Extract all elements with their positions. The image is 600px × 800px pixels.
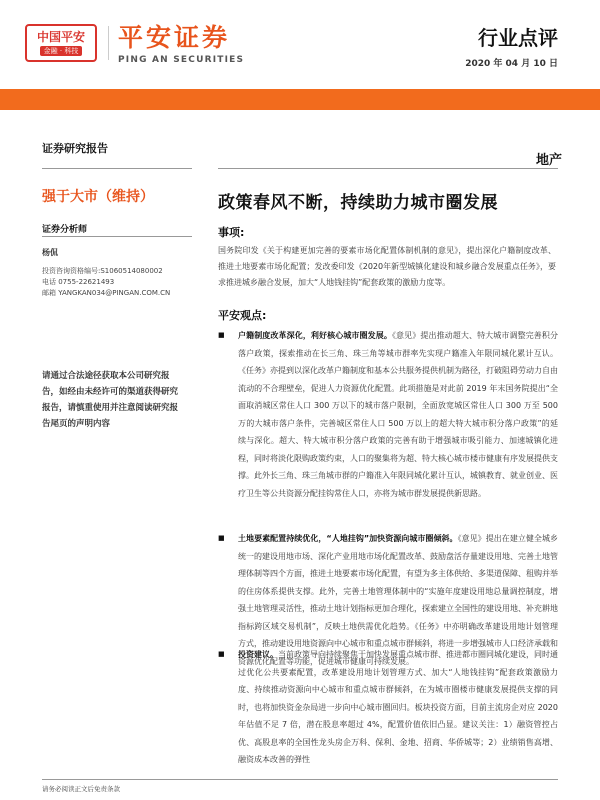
view-text: 《意见》提出推动超大、特大城市调整完善积分落户政策，探索推动在长三角、珠三角等城市群率先实现户籍准入年限同城化累计互认。《任务》亦提到以深化改革户籍制度和基本公共服务提供机制为路径，打破阻碍劳动力自由流动的不合理壁垒，促进人力资源优化配置。此项措施是对此前 2019 年末国务院提出“全面取消城区常住人口 300 万以下的城市落户限制，全面放宽城区常住人口 300 万至 500 万的大城市落户条件，完善城区常住人口 500 万以上的超大特大城市积分落户政策”的延续与深化。超大、特大城市积分落户政策的完善有助于增强城市吸引能力、加速城镇化进程，同时将淡化限购政策约束，人口的聚集将为超、特大核心城市楼市健康有序发展提供支撑。此外长三角、珠三角城市群的户籍准入年限同城化累计互认，城镇教育、就业创业、医疗卫生等公共资源分配挂钩常住人口，亦将为城市群发展提供新思路。 xyxy=(238,331,559,498)
logo-ci-sub: 金融 · 科技 xyxy=(40,46,83,56)
report-type: 行业点评 xyxy=(478,26,558,50)
events-title: 事项: xyxy=(218,226,245,239)
view-text: 《意见》提出在建立健全城乡统一的建设用地市场、深化产业用地市场化配置改革、鼓励盘活存量建设用地、完善土地管理体制等四个方面，推进土地要素市场化配置，有望为多主体供给、多渠道保障、租购并举的住房体系提供支撑。此外，完善土地管理体制中的“实施年度建设用地总量调控制度，增强土地管理灵活性，推动土地计划指标更加合理化，探索建立全国性的建设用地、补充耕地指标跨区域交易机制”，反映土地供需优化趋势。《任务》中亦明确改革建设用地计划管理方式，推动建设用地资源向中心城市和重点城市群倾斜，将进一步增强城市人口经济承载和资源优化配置等功能，促进城市健康可持续发展。 xyxy=(238,534,559,666)
analyst-email: 邮箱 YANGKAN034@PINGAN.COM.CN xyxy=(42,289,171,297)
ping-an-group-logo xyxy=(25,24,97,62)
bullet-square-icon: ■ xyxy=(218,534,225,542)
logo-ci-main: 中国平安 xyxy=(36,30,85,44)
view-body xyxy=(238,646,558,769)
bullet-square-icon: ■ xyxy=(218,650,225,658)
footer-rule xyxy=(42,779,558,780)
headline: 政策春风不断，持续助力城市圈发展 xyxy=(218,193,498,213)
sidebar-rule xyxy=(42,168,192,169)
view-lead: 投资建议。 xyxy=(238,650,278,659)
industry-label: 地产 xyxy=(535,153,562,168)
logo-divider xyxy=(108,26,109,60)
logo-cn: 平安证券 xyxy=(118,23,231,52)
analyst-rule xyxy=(42,236,192,237)
analyst-license: 投资咨询资格编号:S1060514080002 xyxy=(42,267,163,275)
logo-en: PING AN SECURITIES xyxy=(118,55,245,65)
views-title: 平安观点: xyxy=(218,309,267,322)
view-lead: 土地要素配置持续优化，“人地挂钩”加快资源向城市圈倾斜。 xyxy=(238,534,458,543)
bullet-square-icon: ■ xyxy=(218,331,225,339)
view-lead: 户籍制度改革深化，利好核心城市圈发展。 xyxy=(238,331,392,340)
industry-rating: 强于大市（维持） xyxy=(42,189,154,205)
report-label: 证券研究报告 xyxy=(42,142,108,155)
main-rule xyxy=(218,168,558,169)
header-band xyxy=(0,89,600,110)
view-text: 当前政策导向持续聚焦于加快发展重点城市群、推进都市圈同城化建设，同时通过优化公共要素配置，改革建设用地计划管理方式、加大“人地钱挂钩”配套政策激励力度、持续推动资源向中心城市和重点城市群倾斜，在为城市圈楼市健康发展提供支撑的同时，也将加快资金杂局进一步向中心城市圈回归。板块投资方面，目前主流房企对应 2020 年估值不足 7 倍，潜在股息率超过 4%，配置价值依旧凸显。建议关注：1）融资管控占优、高股息率的全国性龙头房企万科、保利、金地、招商、华侨城等；2）业绩销售高增、融资成本改善的弹性 xyxy=(238,650,558,764)
ping-an-securities-logo xyxy=(118,24,244,66)
analyst-name: 杨侃 xyxy=(42,248,58,257)
analyst-heading: 证券分析师 xyxy=(42,225,88,235)
report-date: 2020 年 04 月 10 日 xyxy=(465,59,558,69)
analyst-phone: 电话 0755-22621493 xyxy=(42,278,115,286)
disclaimer: 请通过合法途径获取本公司研究报告，如经由未经许可的渠道获得研究报告，请慎重使用并注意阅读研究报告尾页的声明内容 xyxy=(42,371,179,429)
events-body: 国务院印发《关于构建更加完善的要素市场化配置体制机制的意见》，提出深化户籍制度改革、推进土地要素市场化配置；发改委印发《2020年新型城镇化建设和城乡融合发展重点任务》，要求推进城乡融合发展，加大“人地钱挂钩”配套政策的激励力度等。 xyxy=(218,246,556,287)
view-body xyxy=(238,327,558,502)
footer-disclaimer: 请务必阅读正文后免责条款 xyxy=(42,785,120,793)
